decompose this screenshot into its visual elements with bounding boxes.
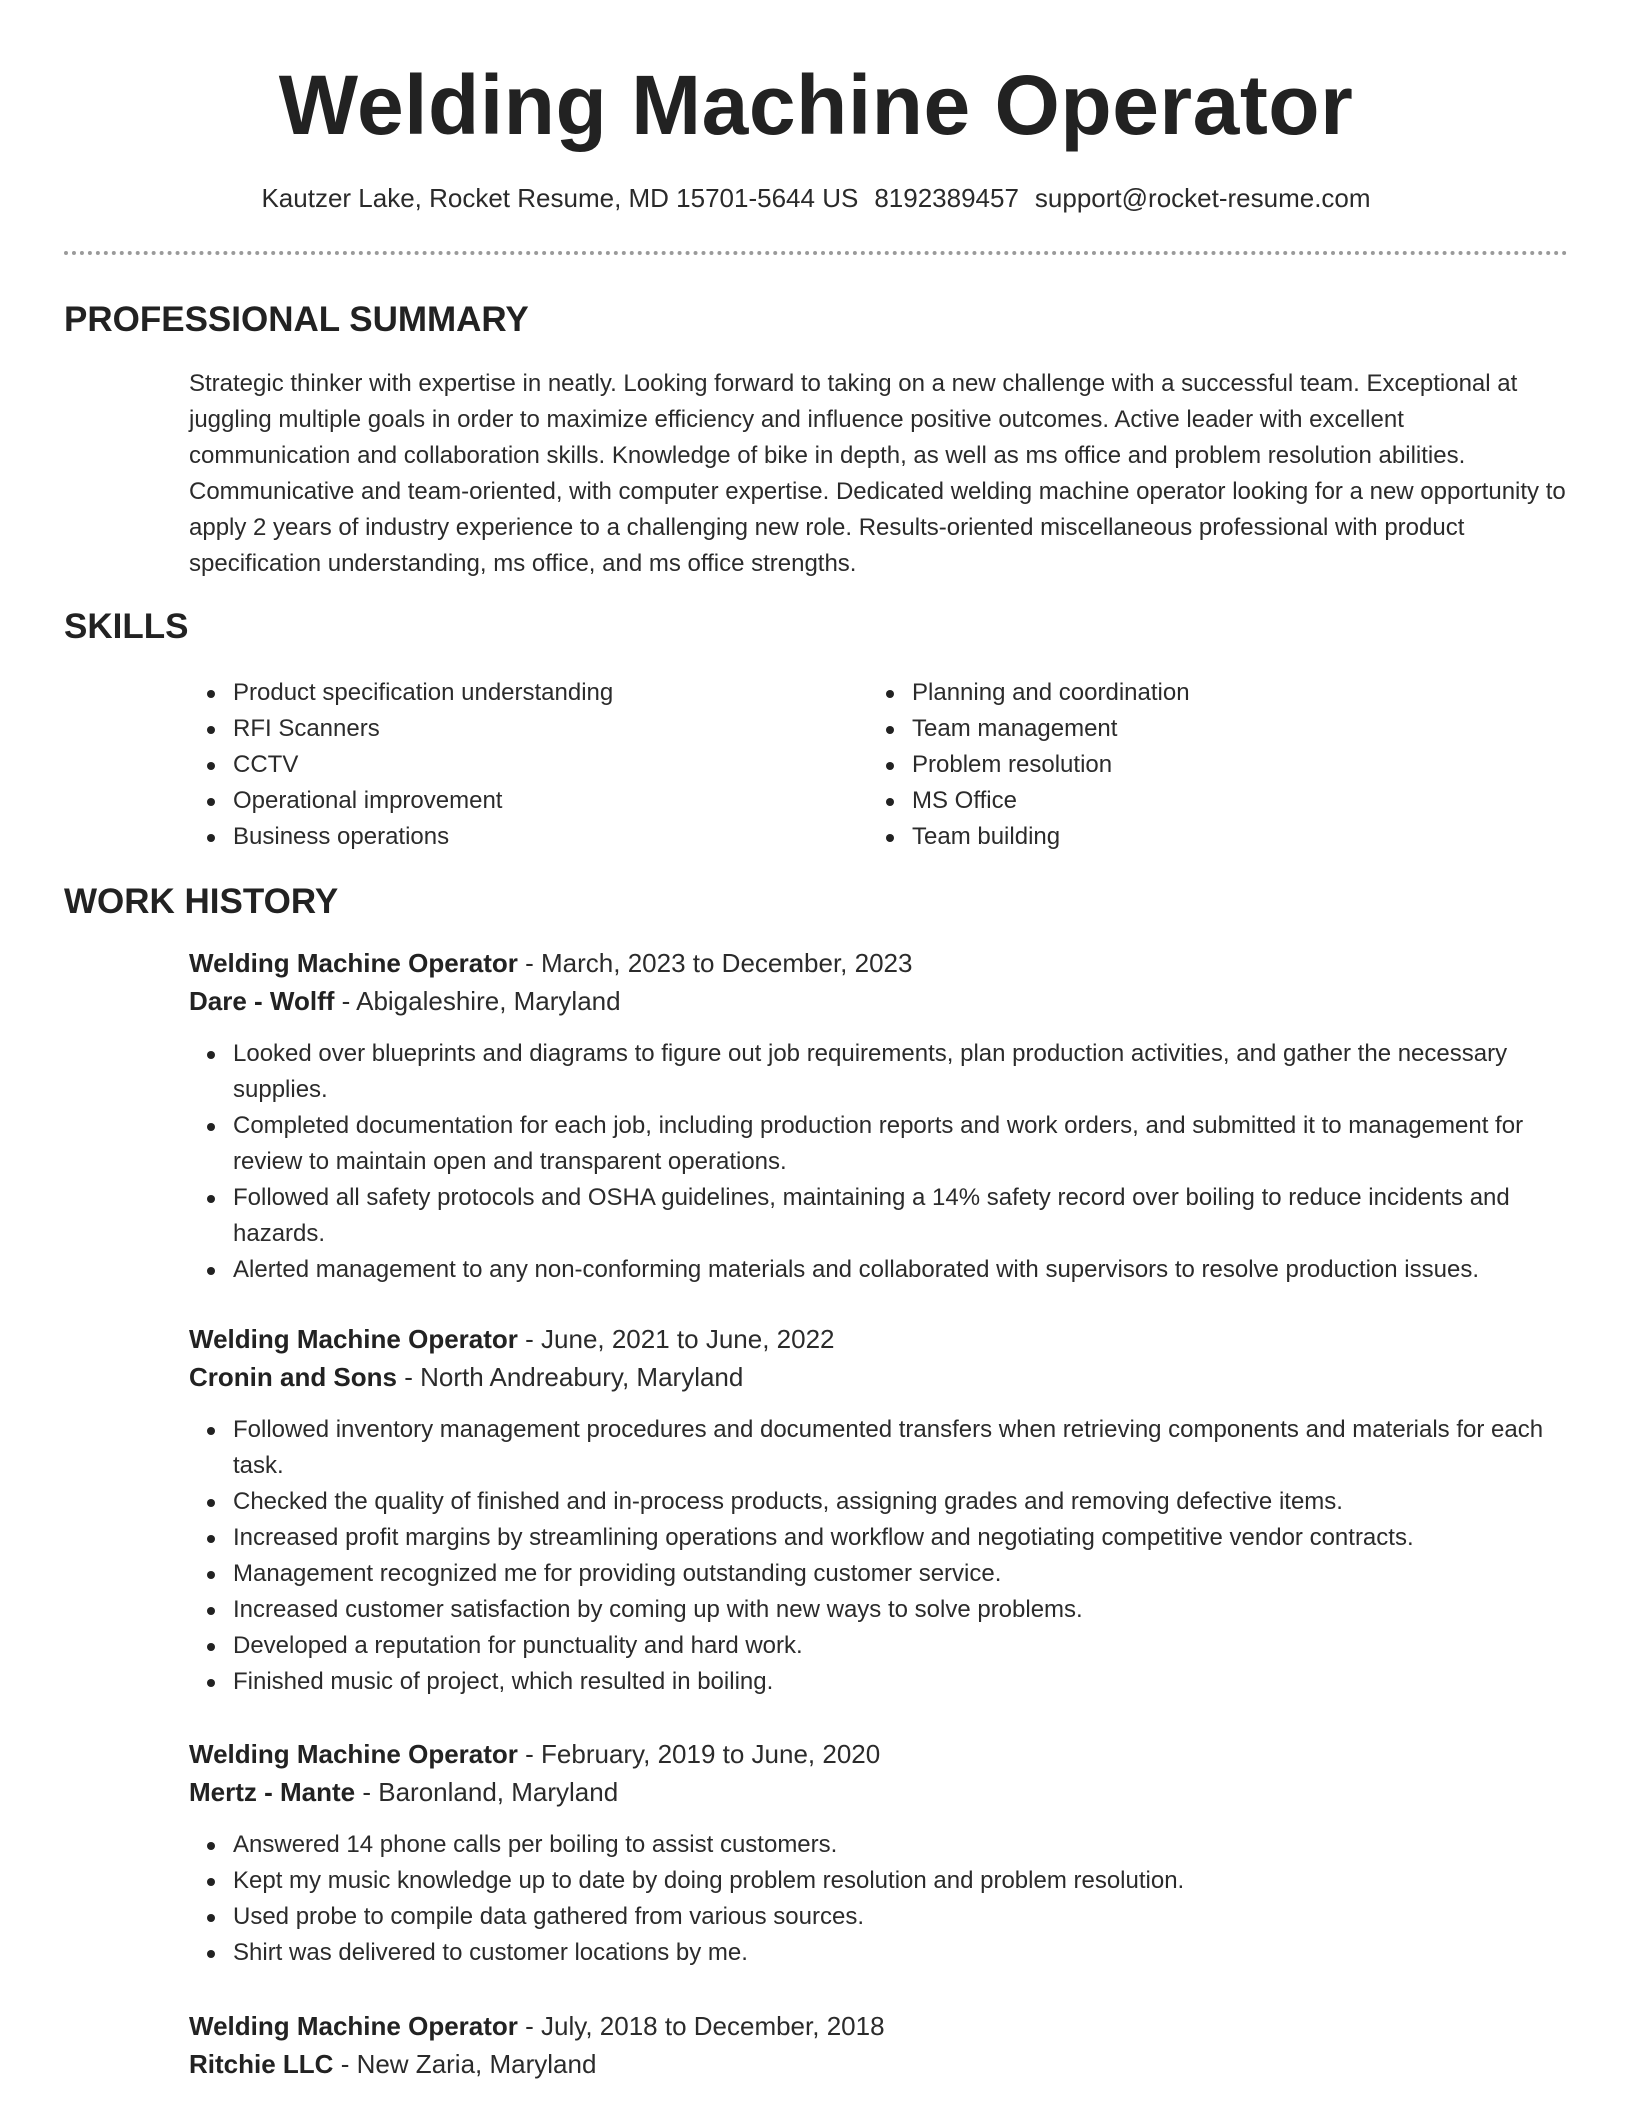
skill-item — [868, 783, 1488, 819]
job-bullets — [189, 1827, 1569, 1971]
job-role: Welding Machine Operator — [189, 948, 518, 978]
skill-label: Problem resolution — [912, 751, 1113, 778]
job-role: Welding Machine Operator — [189, 1739, 518, 1769]
job-entry — [189, 2007, 1569, 2083]
skill-label: Operational improvement — [233, 787, 503, 814]
bullet-icon — [207, 1643, 215, 1651]
skill-label: RFI Scanners — [233, 715, 380, 742]
contact-address: Kautzer Lake, Rocket Resume, MD 15701-5644 US — [261, 183, 859, 213]
job-company: Cronin and Sons — [189, 1362, 397, 1392]
bullet-icon — [886, 726, 894, 734]
bullet-text: Completed documentation for each job, including production reports and work orders, and submitted it to management for review to maintain open and transparent operations. — [233, 1112, 1524, 1175]
header-divider — [64, 251, 1568, 255]
job-location: - New Zaria, Maryland — [340, 2049, 597, 2079]
bullet-icon — [886, 834, 894, 842]
bullet-icon — [207, 1679, 215, 1687]
section-title-work-history: WORK HISTORY — [64, 882, 339, 921]
list-item — [189, 1484, 1569, 1520]
job-company-line — [189, 982, 1569, 1020]
skill-item — [189, 819, 809, 855]
bullet-text: Alerted management to any non-conforming materials and collaborated with supervisors to resolve production issues. — [233, 1256, 1479, 1283]
job-entry — [189, 944, 1569, 1288]
bullet-icon — [207, 1607, 215, 1615]
job-title-line — [189, 944, 1569, 982]
list-item — [189, 1628, 1569, 1664]
bullet-icon — [207, 726, 215, 734]
bullet-icon — [207, 1842, 215, 1850]
job-location: - Abigaleshire, Maryland — [341, 986, 621, 1016]
contact-phone: 8192389457 — [874, 183, 1019, 213]
bullet-icon — [886, 762, 894, 770]
job-dates: - July, 2018 to December, 2018 — [525, 2011, 885, 2041]
job-bullets — [189, 1036, 1569, 1288]
bullet-text: Increased profit margins by streamlining operations and workflow and negotiating competitive vendor contracts. — [233, 1524, 1414, 1551]
skill-item — [868, 711, 1488, 747]
job-company: Ritchie LLC — [189, 2049, 334, 2079]
bullet-text: Used probe to compile data gathered from various sources. — [233, 1903, 864, 1930]
candidate-name: Welding Machine Operator — [278, 58, 1354, 152]
job-role: Welding Machine Operator — [189, 2011, 518, 2041]
bullet-icon — [207, 798, 215, 806]
bullet-icon — [207, 1123, 215, 1131]
bullet-text: Increased customer satisfaction by coming up with new ways to solve problems. — [233, 1596, 1083, 1623]
skills-list-left — [189, 675, 809, 855]
job-role: Welding Machine Operator — [189, 1324, 518, 1354]
contact-line — [0, 180, 1632, 216]
list-item — [189, 1592, 1569, 1628]
job-location: - North Andreabury, Maryland — [404, 1362, 744, 1392]
list-item — [189, 1108, 1569, 1180]
job-company-line — [189, 1773, 1569, 1811]
job-entry — [189, 1320, 1569, 1700]
section-title-skills: SKILLS — [64, 607, 189, 646]
job-title-line — [189, 1735, 1569, 1773]
bullet-text: Looked over blueprints and diagrams to figure out job requirements, plan production activities, and gather the necessary supplies. — [233, 1040, 1508, 1103]
skill-item — [868, 747, 1488, 783]
skill-item — [189, 783, 809, 819]
job-dates: - June, 2021 to June, 2022 — [525, 1324, 835, 1354]
bullet-icon — [207, 1267, 215, 1275]
bullet-icon — [207, 1499, 215, 1507]
list-item — [189, 1036, 1569, 1108]
bullet-text: Developed a reputation for punctuality and hard work. — [233, 1632, 803, 1659]
job-entry — [189, 1735, 1569, 1971]
list-item — [189, 1664, 1569, 1700]
list-item — [189, 1863, 1569, 1899]
skill-label: Team building — [912, 823, 1061, 850]
list-item — [189, 1827, 1569, 1863]
list-item — [189, 1556, 1569, 1592]
list-item — [189, 1520, 1569, 1556]
job-company: Mertz - Mante — [189, 1777, 356, 1807]
skill-item — [868, 675, 1488, 711]
bullet-text: Kept my music knowledge up to date by doing problem resolution and problem resolution. — [233, 1867, 1185, 1894]
job-company-line — [189, 1358, 1569, 1396]
summary-text: Strategic thinker with expertise in neatly. Looking forward to taking on a new challenge with a successful team. Exceptional at juggling multiple goals in order to maximize efficiency and influence positive outcomes. Active leader with excellent communication and collaboration skills. Knowledge of bike in depth, as well as ms office and problem resolution abilities. Communicative and team-oriented, with computer expertise. Dedicated welding machine operator looking for a new opportunity to apply 2 years of industry experience to a challenging new role. Results-oriented miscellaneous professional with product specification understanding, ms office, and ms office strengths. — [189, 370, 1566, 577]
job-company-line — [189, 2045, 1569, 2083]
job-title-line — [189, 2007, 1569, 2045]
bullet-icon — [207, 834, 215, 842]
bullet-icon — [207, 1051, 215, 1059]
section-title-summary: PROFESSIONAL SUMMARY — [64, 300, 529, 339]
list-item — [189, 1935, 1569, 1971]
bullet-icon — [207, 1914, 215, 1922]
bullet-icon — [207, 690, 215, 698]
bullet-icon — [207, 1195, 215, 1203]
list-item — [189, 1412, 1569, 1484]
bullet-text: Checked the quality of finished and in-process products, assigning grades and removing defective items. — [233, 1488, 1343, 1515]
job-company: Dare - Wolff — [189, 986, 335, 1016]
skill-item — [189, 675, 809, 711]
bullet-icon — [207, 762, 215, 770]
bullet-icon — [886, 690, 894, 698]
list-item — [189, 1180, 1569, 1252]
list-item — [189, 1899, 1569, 1935]
bullet-icon — [886, 798, 894, 806]
skill-item — [189, 747, 809, 783]
bullet-text: Finished music of project, which resulted in boiling. — [233, 1668, 774, 1695]
job-bullets — [189, 1412, 1569, 1700]
skill-label: MS Office — [912, 787, 1017, 814]
skill-item — [868, 819, 1488, 855]
bullet-text: Followed inventory management procedures and documented transfers when retrieving components and materials for each task. — [233, 1416, 1544, 1479]
bullet-icon — [207, 1878, 215, 1886]
skill-label: Product specification understanding — [233, 679, 614, 706]
bullet-icon — [207, 1571, 215, 1579]
bullet-icon — [207, 1950, 215, 1958]
job-location: - Baronland, Maryland — [362, 1777, 619, 1807]
skill-item — [189, 711, 809, 747]
contact-email: support@rocket-resume.com — [1034, 183, 1371, 213]
skills-list-right — [868, 675, 1488, 855]
job-dates: - March, 2023 to December, 2023 — [525, 948, 913, 978]
skill-label: Planning and coordination — [912, 679, 1190, 706]
bullet-text: Shirt was delivered to customer locations by me. — [233, 1939, 748, 1966]
job-dates: - February, 2019 to June, 2020 — [525, 1739, 881, 1769]
bullet-icon — [207, 1535, 215, 1543]
job-title-line — [189, 1320, 1569, 1358]
list-item — [189, 1252, 1569, 1288]
bullet-text: Followed all safety protocols and OSHA guidelines, maintaining a 14% safety record over boiling to reduce incidents and hazards. — [233, 1184, 1510, 1247]
bullet-icon — [207, 1427, 215, 1435]
skill-label: Business operations — [233, 823, 450, 850]
bullet-text: Management recognized me for providing outstanding customer service. — [233, 1560, 1002, 1587]
skill-label: Team management — [912, 715, 1118, 742]
bullet-text: Answered 14 phone calls per boiling to assist customers. — [233, 1831, 838, 1858]
skill-label: CCTV — [233, 751, 299, 778]
